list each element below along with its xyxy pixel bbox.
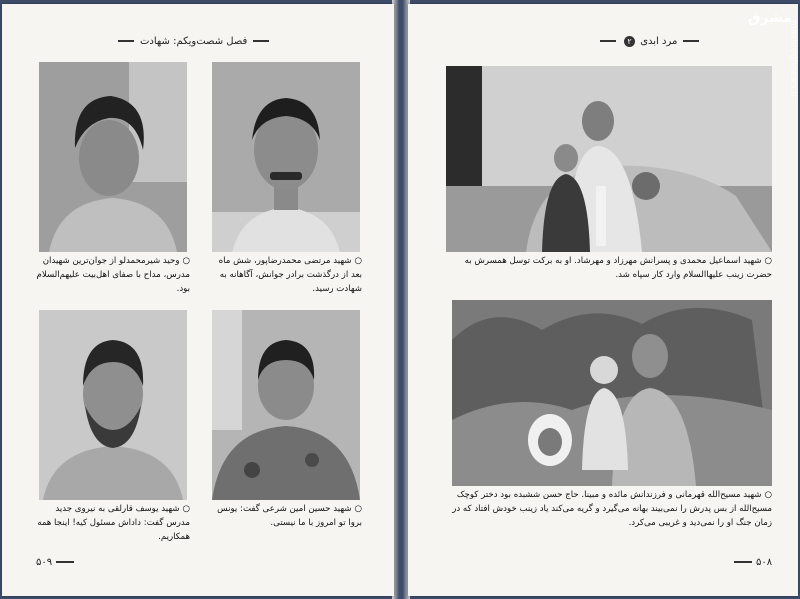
page-number-text: ۵۰۸: [756, 557, 773, 568]
bullet-icon: ○: [761, 490, 772, 500]
caption-1: [208, 254, 362, 296]
portrait-photo-4: [39, 310, 187, 500]
portrait-photo-2: [39, 62, 187, 252]
portrait-photo-1: [212, 62, 360, 252]
caption-3: [208, 502, 362, 530]
portrait-photo-3: [212, 310, 360, 500]
bullet-icon: ○: [179, 256, 190, 266]
bullet-icon: ○: [761, 256, 772, 266]
left-page-number: [36, 557, 78, 568]
caption-4: [34, 502, 190, 544]
chapter-title: فصل شصت‌ویکم: شهادت: [140, 36, 248, 47]
header-rule: [600, 40, 616, 42]
header-rule: [683, 40, 699, 42]
bullet-icon: ○: [179, 504, 190, 514]
right-page-header: [594, 36, 705, 47]
header-rule: [118, 40, 134, 42]
caption-5: [444, 254, 772, 282]
right-page: [408, 4, 798, 596]
header-rule: [253, 40, 269, 42]
family-photo-1: [446, 66, 772, 252]
book-title: مرد ابدی: [640, 36, 678, 47]
page-number-text: ۵۰۹: [36, 557, 53, 568]
caption-text: شهید حسین امین شرعی گفت: یونس بروا تو امروز با ما نیستی.: [217, 504, 362, 528]
footer-rule: [734, 561, 752, 563]
caption-text: شهید یوسف قارلقی به نیروی جدید مدرس گفت: داداش مسئول کیه! اینجا همه همکاریم.: [37, 504, 190, 542]
bullet-icon: ○: [351, 256, 362, 266]
caption-text: شهید مسیح‌الله قهرمانی و فرزندانش مائده و مبینا. حاج حسن ششبده بود دختر کوچک مسیح‌الله از بس پدرش را نمی‌بیند بهانه می‌گیرد و گریه می‌کند یاد زینب خودش افتاد که در زمان جنگ او را نمی‌دید و غریبی می‌کرد.: [452, 490, 772, 528]
caption-text: شهید مرتضی محمدرضاپور، شش ماه بعد از درگذشت برادر جوانش، آگاهانه به شهادت رسید.: [218, 256, 362, 294]
caption-6: [448, 488, 772, 530]
watermark-url: mashreghnews.ir: [788, 20, 798, 98]
right-page-number: [730, 557, 772, 568]
caption-2: [34, 254, 190, 296]
footer-rule: [56, 561, 74, 563]
volume-badge: ۲: [624, 36, 635, 47]
bullet-icon: ○: [351, 504, 362, 514]
family-photo-2: [452, 300, 772, 486]
caption-text: وحید شیرمحمدلو از جوان‌ترین شهیدان مدرس، مداح با صفای اهل‌بیت علیهم‌السلام بود.: [36, 256, 190, 294]
left-page: [2, 4, 394, 596]
left-page-header: [112, 36, 275, 47]
caption-text: شهید اسماعیل محمدی و پسرانش مهرزاد و مهرشاد. او به برکت توسل همسرش به حضرت زینب علیهاالسلام وارد کار سپاه شد.: [464, 256, 772, 280]
watermark-logo: مشرق: [747, 10, 792, 26]
